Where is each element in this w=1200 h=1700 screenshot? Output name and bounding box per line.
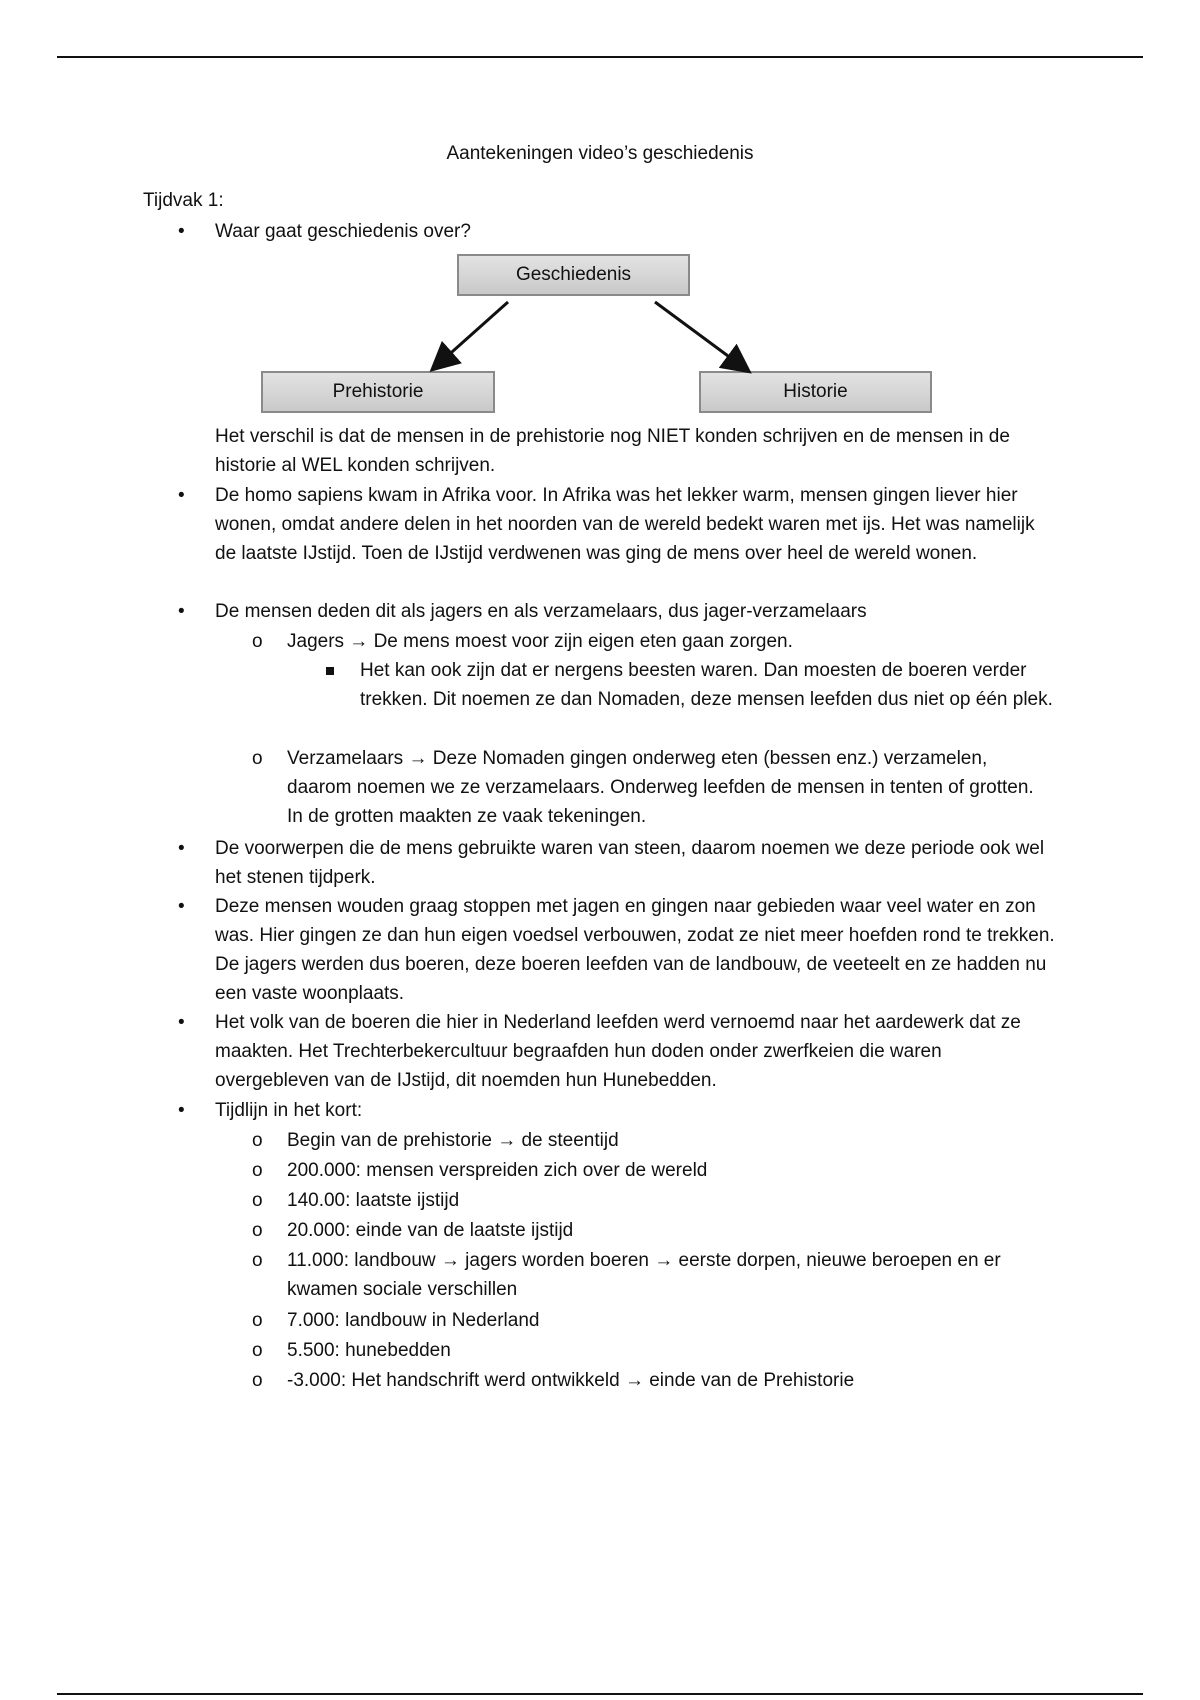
list-item: Verzamelaars → Deze Nomaden gingen onderweg eten (bessen enz.) verzamelen, daarom noemen we ze verzamelaars. Onderweg leefden de mensen in tenten of grotten. In de grotten maakten ze vaak tekeningen. xyxy=(287,748,1034,827)
square-bullet-marker xyxy=(326,667,334,675)
bullet-marker: • xyxy=(178,1012,185,1033)
arrow-to-historie xyxy=(655,302,747,370)
question-text: Waar gaat geschiedenis over? xyxy=(215,221,471,242)
diagram-right-label: Historie xyxy=(783,381,848,402)
list-item: Deze mensen wouden graag stoppen met jagen en gingen naar gebieden waar veel water en zon was. Hier gingen ze dan hun eigen voedsel verbouwen, zodat ze niet meer hoefden rond te trekken. De jagers werden dus boeren, deze boeren leefden van de landbouw, de veeteelt en ze hadden nu een vaste woonplaats. xyxy=(215,896,1055,1004)
list-item: De homo sapiens kwam in Afrika voor. In Afrika was het lekker warm, mensen gingen liever hier wonen, omdat andere delen in het noorden van de wereld bedekt waren met ijs. Het was namelijk de laatste IJstijd. Toen de IJstijd verdwenen was ging de mens over heel de wereld wonen. xyxy=(215,485,1035,564)
timeline-item: 7.000: landbouw in Nederland xyxy=(287,1310,540,1331)
bullet-marker: • xyxy=(178,221,185,242)
footer-rule xyxy=(57,1693,1143,1695)
list-item: De mensen deden dit als jagers en als verzamelaars, dus jager-verzamelaars xyxy=(215,601,867,622)
sub-bullet-marker: o xyxy=(252,631,263,652)
sub-bullet-marker: o xyxy=(252,1220,263,1241)
diagram-left-label: Prehistorie xyxy=(332,381,424,402)
timeline-item: -3.000: Het handschrift werd ontwikkeld → einde van de Prehistorie xyxy=(287,1370,855,1391)
list-item: Het kan ook zijn dat er nergens beesten waren. Dan moesten de boeren verder trekken. Dit noemen ze dan Nomaden, deze mensen leefden dus niet op één plek. xyxy=(360,660,1053,710)
sub-bullet-marker: o xyxy=(252,1190,263,1211)
diagram-note: Het verschil is dat de mensen in de prehistorie nog NIET konden schrijven en de mensen in de historie al WEL konden schrijven. xyxy=(215,426,1010,476)
timeline-item: 140.00: laatste ijstijd xyxy=(287,1190,460,1211)
list-item: De voorwerpen die de mens gebruikte waren van steen, daarom noemen we deze periode ook wel het stenen tijdperk. xyxy=(215,838,1045,888)
bullet-marker: • xyxy=(178,896,185,917)
page-title: Aantekeningen video’s geschiedenis xyxy=(446,143,754,164)
arrow-to-prehistorie xyxy=(434,302,508,368)
timeline-item: Begin van de prehistorie → de steentijd xyxy=(287,1130,619,1151)
list-item: Het volk van de boeren die hier in Nederland leefden werd vernoemd naar het aardewerk dat ze maakten. Het Trechterbekercultuur begraafden hun doden onder zwerfkeien die waren overgebleven van de IJstijd, dit noemden hun Hunebedden. xyxy=(215,1012,1021,1091)
sub-bullet-marker: o xyxy=(252,1340,263,1361)
timeline-item: 20.000: einde van de laatste ijstijd xyxy=(287,1220,574,1241)
timeline-item: 5.500: hunebedden xyxy=(287,1340,451,1361)
sub-bullet-marker: o xyxy=(252,1160,263,1181)
bullet-marker: • xyxy=(178,838,185,859)
sub-bullet-marker: o xyxy=(252,1250,263,1271)
list-item: Jagers → De mens moest voor zijn eigen eten gaan zorgen. xyxy=(287,631,793,652)
diagram-arrows xyxy=(0,0,1200,420)
sub-bullet-marker: o xyxy=(252,1370,263,1391)
timeline-item: 200.000: mensen verspreiden zich over de wereld xyxy=(287,1160,708,1181)
bullet-marker: • xyxy=(178,601,185,622)
section-label: Tijdvak 1: xyxy=(143,190,224,211)
sub-bullet-marker: o xyxy=(252,1310,263,1331)
sub-bullet-marker: o xyxy=(252,748,263,769)
bullet-marker: • xyxy=(178,1100,185,1121)
timeline-item: 11.000: landbouw → jagers worden boeren → eerste dorpen, nieuwe beroepen en er kwamen sociale verschillen xyxy=(287,1250,1001,1300)
bullet-marker: • xyxy=(178,485,185,506)
diagram-root-label: Geschiedenis xyxy=(515,264,632,285)
timeline-heading: Tijdlijn in het kort: xyxy=(215,1100,363,1121)
sub-bullet-marker: o xyxy=(252,1130,263,1151)
